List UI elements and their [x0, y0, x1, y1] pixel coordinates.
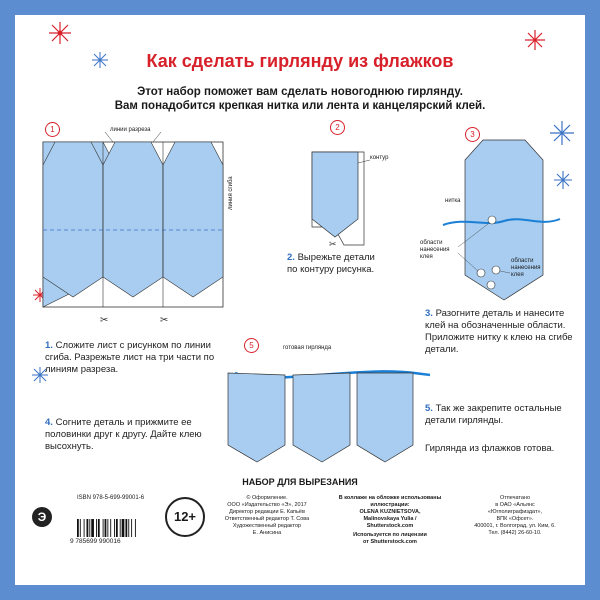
- barcode-bar: [89, 519, 90, 537]
- snowflake-icon: [49, 22, 71, 44]
- barcode-bar: [98, 519, 100, 537]
- step-number: 3.: [425, 308, 433, 319]
- barcode-bar: [91, 519, 94, 537]
- step-number: 1.: [45, 340, 53, 351]
- flag-piece: [43, 142, 103, 297]
- label-cut-lines: линии разреза: [110, 127, 151, 133]
- barcode-bar: [125, 519, 127, 537]
- flag-piece: [357, 373, 413, 462]
- step-instruction-1: [45, 340, 223, 376]
- credits-illustrations-title: В коллаже на обложке использованы иллюстрации:: [338, 495, 442, 508]
- label-glue-area: области нанесения клея: [511, 258, 541, 278]
- step-text: Согните деталь и прижмите ее половинки друг к другу. Дайте клею высохнуть.: [45, 417, 202, 452]
- flag-piece: [103, 142, 163, 297]
- barcode-bar: [105, 519, 107, 537]
- step1-sheet: [43, 132, 223, 326]
- step-number: 2.: [287, 252, 295, 263]
- step-text: Сложите лист с рисунком по линии сгиба. Разрежьте лист на три части по линиям разреза.: [45, 340, 215, 375]
- barcode-bar: [110, 519, 111, 537]
- barcode-bar: [120, 519, 121, 537]
- page-title: Как сделать гирлянду из флажков: [146, 51, 454, 71]
- step-text: Вырежьте детали по контуру рисунка.: [287, 252, 375, 275]
- intro-line-1: Этот набор поможет вам сделать новогоднюю гирлянду.: [137, 86, 463, 98]
- step-instruction-2: [287, 252, 382, 276]
- label-ready-garland: готовая гирлянда: [283, 345, 332, 351]
- credits-design: © Оформление. ООО «Издательство «Э», 2017 Директор редакции Е. Капьёв Ответственный редактор Т. Сова Художественный редактор Е. Анисина: [224, 495, 310, 536]
- step-instruction-3: [425, 308, 575, 356]
- step-instruction-4: [45, 417, 223, 453]
- barcode-bar: [87, 519, 89, 537]
- barcode-bar: [96, 519, 97, 537]
- flag-piece: [163, 142, 223, 297]
- isbn: ISBN 978-5-699-99001-6: [77, 495, 145, 501]
- step-number: 4.: [45, 417, 53, 428]
- barcode-bar: [77, 519, 79, 537]
- flag-piece: [228, 373, 285, 462]
- step-number-badge: 2: [330, 120, 345, 135]
- snowflake-icon: [554, 171, 572, 189]
- barcode-bar: [135, 519, 136, 537]
- step-text: Разогните деталь и нанесите клей на обозначенные области. Приложите нитку к клею на сгибе детали.: [425, 308, 573, 355]
- snowflake-icon: [550, 121, 574, 145]
- credits-license: Используется по лицензии от Shutterstock.com: [353, 532, 427, 545]
- snowflake-icon: [525, 30, 545, 50]
- label-contour: контур: [370, 155, 389, 161]
- step5-garland: [228, 371, 430, 462]
- barcode-bar: [103, 519, 104, 537]
- label-glue-area: области нанесения клея: [420, 240, 450, 260]
- kit-title: НАБОР ДЛЯ ВЫРЕЗАНИЯ: [242, 477, 358, 487]
- intro-line-2: Вам понадобится крепкая нитка или лента и канцелярский клей.: [114, 100, 486, 112]
- barcode-bar: [131, 519, 132, 537]
- barcode-bar: [84, 519, 85, 537]
- flag-piece: [293, 373, 350, 462]
- step-instruction-5: [425, 403, 565, 427]
- credits-printing: Отпечатано в ОАО «Альянс «Югполиграфиздат», ВПК «Офсет». 400001, г. Волгоград, ул. Ким, 6. Тел. (8442) 26-60-10.: [474, 495, 556, 536]
- label-fold-line: линия сгиба: [228, 176, 234, 210]
- final-note: Гирлянда из флажков готова.: [425, 443, 555, 454]
- step3-piece: [443, 140, 560, 300]
- credits-illustrations-names: OLENA KUZNIETSOVA, Malinovskaya Yulia / Shutterstock.com: [359, 509, 421, 529]
- step-number-badge: 1: [45, 122, 60, 137]
- scissors-icon: ✂: [160, 315, 169, 326]
- barcode-bar: [122, 519, 125, 537]
- barcode-bar: [80, 519, 81, 537]
- scissors-icon: ✂: [329, 239, 337, 249]
- publisher-logo: Э: [32, 507, 52, 527]
- credits-illustrations: [330, 495, 450, 546]
- barcode-bar: [128, 519, 129, 537]
- step-number-badge: 3: [465, 127, 480, 142]
- barcode-digits: 9 785699 990016: [70, 538, 121, 545]
- barcode-bar: [116, 519, 118, 537]
- age-rating-badge: 12+: [165, 497, 205, 537]
- label-thread: нитка: [445, 198, 461, 204]
- barcode-bar: [114, 519, 115, 537]
- step2-piece: [312, 152, 370, 249]
- scissors-icon: ✂: [100, 315, 109, 326]
- step-number: 5.: [425, 403, 433, 414]
- barcode-bar: [107, 519, 108, 537]
- barcode: [77, 519, 136, 537]
- step-number-badge: 5: [244, 338, 259, 353]
- step-text: Так же закрепите остальные детали гирлянды.: [425, 403, 562, 426]
